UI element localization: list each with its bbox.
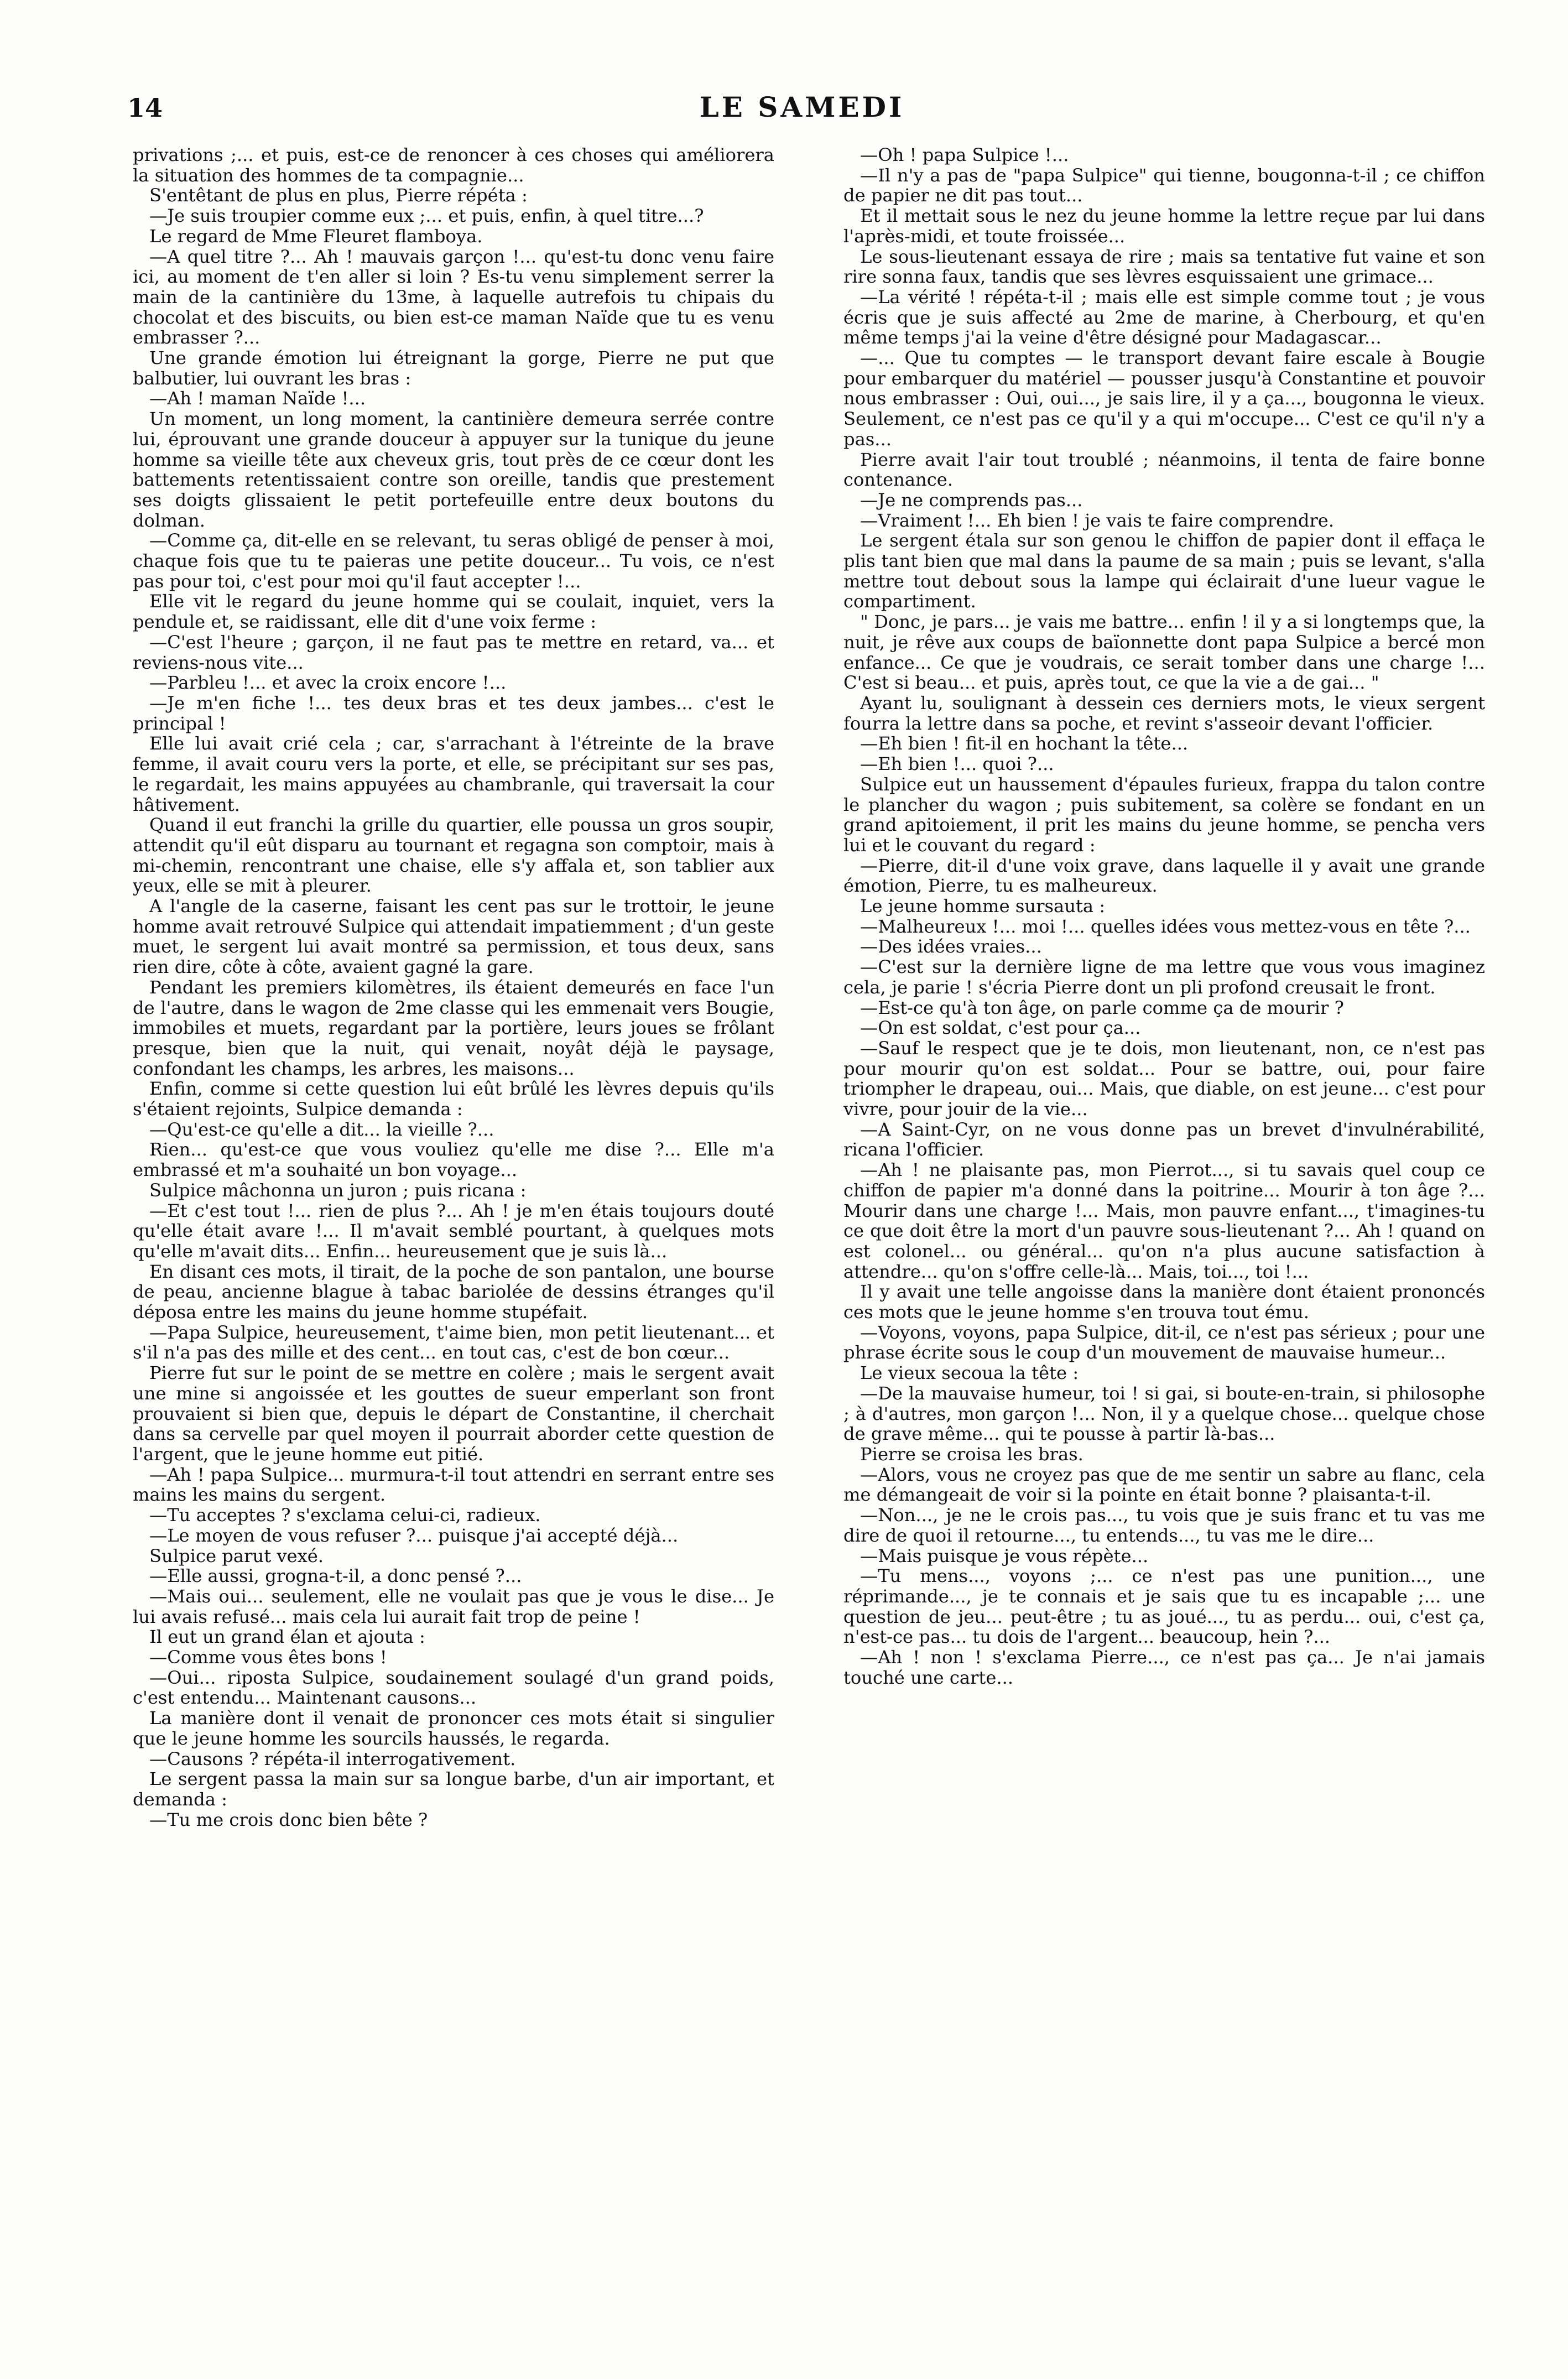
paragraph: —Pierre, dit-il d'une voix grave, dans laquelle il y avait une grande émotion, Pierre, tu es malheureux. xyxy=(843,855,1485,897)
paragraph: —Tu acceptes ? s'exclama celui-ci, radieux. xyxy=(149,1505,541,1526)
paragraph: Le sergent passa la main sur sa longue barbe, d'un air important, et demanda : xyxy=(133,1768,774,1810)
paragraph: —... Que tu comptes — le transport devant faire escale à Bougie pour embarquer du matériel — pousser jusqu'à Constantine et pouvoir nous embrasser : Oui, oui..., je sais lire, il y a ça..., bougonna le vieux. Seulement, ce n'est pas ce qu'il y a qui m'occupe... C'est ce qu'il n'y a pas... xyxy=(843,347,1485,450)
paragraph: Pendant les premiers kilomètres, ils étaient demeurés en face l'un de l'autre, dans le wagon de 2me classe qui les emmenait vers Bougie, immobiles et muets, regardant par la portière, leurs joues se frôlant presque, bien que la nuit, qui venait, noyât déjà le paysage, confondant les champs, les arbres, les maisons... xyxy=(133,976,774,1079)
paragraph: Sulpice parut vexé. xyxy=(149,1545,324,1566)
paragraph: —Causons ? répéta-il interrogativement. xyxy=(149,1748,516,1769)
paragraph: —Ah ! maman Naïde !... xyxy=(149,388,366,409)
paragraph: —Non..., je ne le crois pas..., tu vois que je suis franc et tu vas me dire de quoi il retourne..., tu entends..., tu vas me le dire... xyxy=(843,1505,1485,1546)
paragraph: Il eut un grand élan et ajouta : xyxy=(149,1626,425,1648)
page-number: 14 xyxy=(127,93,163,123)
paragraph: —Des idées vraies... xyxy=(860,936,1042,957)
paragraph: privations ;... et puis, est-ce de renoncer à ces choses qui améliorera la situation des hommes de ta compagnie... xyxy=(133,145,774,186)
paragraph: Quand il eut franchi la grille du quartier, elle poussa un gros soupir, attendit qu'il eût disparu au tournant et regagna son comptoir, mais à mi-chemin, rencontrant une chaise, elle s'y affala et, son tablier aux yeux, elle se mit à pleurer. xyxy=(133,814,774,897)
paragraph: —Qu'est-ce qu'elle a dit... la vieille ?... xyxy=(149,1118,494,1140)
paragraph: Un moment, un long moment, la cantinière demeura serrée contre lui, éprouvant une grande douceur à appuyer sur la tunique du jeune homme sa vieille tête aux cheveux gris, tout près de ce cœur dont les battements retentissaient contre son oreille, tandis que prestement ses doigts glissaient le petit portefeuille entre deux boutons du dolman. xyxy=(133,408,774,531)
paragraph: Le vieux secoua la tête : xyxy=(860,1362,1079,1384)
paragraph: —Je m'en fiche !... tes deux bras et tes deux jambes... c'est le principal ! xyxy=(133,692,774,734)
paragraph: —Ah ! ne plaisante pas, mon Pierrot..., si tu savais quel coup ce chiffon de papier m'a donné dans la poitrine... Mourir à ton âge ?... Mourir dans une charge !... Mais, mon pauvre enfant..., t'imagines-tu ce que doit être la mort d'un pauvre sous-lieutenant ?... Ah ! quand on est colonel... ou général... qu'on n'a plus aucune satisfaction à attendre... qu'on s'offre celle-là... Mais, toi..., toi !... xyxy=(843,1159,1485,1282)
text-column-right xyxy=(843,145,1485,2352)
paragraph: —Malheureux !... moi !... quelles idées vous mettez-vous en tête ?... xyxy=(860,915,1471,937)
paragraph: —Alors, vous ne croyez pas que de me sentir un sabre au flanc, cela me démangeait de voir si la pointe en était bonne ? plaisanta-t-il. xyxy=(843,1464,1485,1506)
paragraph: —Est-ce qu'à ton âge, on parle comme ça de mourir ? xyxy=(860,997,1344,1018)
paragraph: —Mais puisque je vous répète... xyxy=(860,1545,1149,1566)
text-column-left xyxy=(133,145,774,2352)
paragraph: —A Saint-Cyr, on ne vous donne pas un brevet d'invulnérabilité, ricana l'officier. xyxy=(843,1118,1485,1160)
paragraph: —De la mauvaise humeur, toi ! si gai, si boute-en-train, si philosophe ; à d'autres, mon garçon !... Non, il y a quelque chose... quelque chose de grave même... qui te pousse à partir là-bas... xyxy=(843,1382,1485,1445)
paragraph: —Eh bien ! fit-il en hochant la tête... xyxy=(860,733,1189,754)
paragraph: Enfin, comme si cette question lui eût brûlé les lèvres depuis qu'ils s'étaient rejoints, Sulpice demanda : xyxy=(133,1078,774,1120)
paragraph: —Oh ! papa Sulpice !... xyxy=(860,145,1069,165)
paragraph: Sulpice eut un haussement d'épaules furieux, frappa du talon contre le plancher du wagon ; puis subitement, sa colère se fondant en un grand apitoiement, il prit les mains du jeune homme, se pencha vers lui et le couvant du regard : xyxy=(843,773,1485,856)
paragraph: —La vérité ! répéta-t-il ; mais elle est simple comme tout ; je vous écris que je suis affecté au 2me de marine, à Cherbourg, et qu'en même temps j'ai la veine d'être désigné pour Madagascar... xyxy=(843,286,1485,348)
paragraph: —Je ne comprends pas... xyxy=(860,489,1083,511)
paragraph: Elle vit le regard du jeune homme qui se coulait, inquiet, vers la pendule et, se raidissant, elle dit d'une voix ferme : xyxy=(133,591,774,633)
paragraph: —Voyons, voyons, papa Sulpice, dit-il, ce n'est pas sérieux ; pour une phrase écrite sous le coup d'un mouvement de mauvaise humeur... xyxy=(843,1321,1485,1363)
paragraph: S'entêtant de plus en plus, Pierre répéta : xyxy=(149,185,528,206)
paragraph: —Le moyen de vous refuser ?... puisque j'ai accepté déjà... xyxy=(149,1524,679,1546)
paragraph: Et il mettait sous le nez du jeune homme la lettre reçue par lui dans l'après-midi, et toute froissée... xyxy=(843,205,1485,247)
paragraph: Le jeune homme sursauta : xyxy=(860,896,1106,917)
paragraph: Le regard de Mme Fleuret flamboya. xyxy=(149,225,483,247)
paragraph: Pierre se croisa les bras. xyxy=(860,1444,1083,1465)
paragraph: —Je suis troupier comme eux ;... et puis, enfin, à quel titre...? xyxy=(149,205,704,227)
paragraph: —Et c'est tout !... rien de plus ?... Ah ! je m'en étais toujours douté qu'elle était avare !... Il m'avait semblé pourtant, à quelques mots qu'elle m'avait dits... Enfin... heureusement que je suis là... xyxy=(133,1200,774,1262)
paragraph: Le sergent étala sur son genou le chiffon de papier dont il effaça le plis tant bien que mal dans la paume de sa main ; puis se levant, s'alla mettre tout debout sous la lampe qui éclairait d'une lueur vague le compartiment. xyxy=(843,530,1485,612)
paragraph: —Sauf le respect que je te dois, mon lieutenant, non, ce n'est pas pour mourir qu'on est soldat... Pour se battre, oui, pour faire triompher le drapeau, oui... Mais, que diable, on est jeune... c'est pour vivre, pour jouir de la vie... xyxy=(843,1037,1485,1120)
paragraph: —Ah ! non ! s'exclama Pierre..., ce n'est pas ça... Je n'ai jamais touché une carte... xyxy=(843,1647,1485,1688)
paragraph: Pierre fut sur le point de se mettre en colère ; mais le sergent avait une mine si angoissée et les gouttes de sueur emperlant son front prouvaient si bien que, depuis le départ de Constantine, il cherchait dans sa cervelle par quel moyen il pourrait aborder cette question de l'argent, que le jeune homme eut pitié. xyxy=(133,1362,774,1465)
paragraph: Rien... qu'est-ce que vous vouliez qu'elle me dise ?... Elle m'a embrassé et m'a souhaité un bon voyage... xyxy=(133,1139,774,1181)
paragraph: " Donc, je pars... je vais me battre... enfin ! il y a si longtemps que, la nuit, je rêve aux coups de baïonnette dont papa Sulpice a bercé mon enfance... Ce que je voudrais, ce serait tomber dans une charge !... C'est si beau... et puis, après tout, ce que la vie a de gai... " xyxy=(843,611,1485,694)
paragraph: En disant ces mots, il tirait, de la poche de son pantalon, une bourse de peau, ancienne blague à tabac bariolée de dessins étranges qu'il déposa entre les mains du jeune homme stupéfait. xyxy=(133,1261,774,1323)
page-header xyxy=(127,83,1477,133)
paragraph: Sulpice mâchonna un juron ; puis ricana : xyxy=(149,1179,527,1201)
paragraph: —Comme vous êtes bons ! xyxy=(149,1647,387,1668)
paragraph: Une grande émotion lui étreignant la gorge, Pierre ne put que balbutier, lui ouvrant les bras : xyxy=(133,347,774,389)
paragraph: —Ah ! papa Sulpice... murmura-t-il tout attendri en serrant entre ses mains les mains du sergent. xyxy=(133,1464,774,1506)
paragraph: —C'est l'heure ; garçon, il ne faut pas te mettre en retard, va... et reviens-nous vite... xyxy=(133,631,774,673)
paragraph: Il y avait une telle angoisse dans la manière dont étaient prononcés ces mots que le jeune homme s'en trouva tout ému. xyxy=(843,1281,1485,1323)
paragraph: —Comme ça, dit-elle en se relevant, tu seras obligé de penser à moi, chaque fois que tu te paieras une petite douceur... Tu vois, ce n'est pas pour toi, c'est pour moi qu'il faut accepter !... xyxy=(133,530,774,592)
paragraph: Elle lui avait crié cela ; car, s'arrachant à l'étreinte de la brave femme, il avait couru vers la porte, et elle, se précipitant sur ses pas, le regardait, les mains appuyées au chambranle, qui traversait la cour hâtivement. xyxy=(133,733,774,815)
paragraph: —Il n'y a pas de "papa Sulpice" qui tienne, bougonna-t-il ; ce chiffon de papier ne dit pas tout... xyxy=(843,164,1485,206)
journal-title: LE SAMEDI xyxy=(699,91,905,123)
paragraph: —Elle aussi, grogna-t-il, a donc pensé ?... xyxy=(149,1565,522,1587)
paragraph: —Tu me crois donc bien bête ? xyxy=(149,1809,428,1830)
paragraph: —Eh bien !... quoi ?... xyxy=(860,753,1054,775)
paragraph: —Papa Sulpice, heureusement, t'aime bien, mon petit lieutenant... et s'il n'a pas des mille et des cent... en tout cas, c'est de bon cœur... xyxy=(133,1321,774,1363)
paragraph: Ayant lu, soulignant à dessein ces derniers mots, le vieux sergent fourra la lettre dans sa poche, et revint s'asseoir devant l'officier. xyxy=(843,692,1485,734)
paragraph: —Tu mens..., voyons ;... ce n'est pas une punition..., une réprimande..., je te connais et je sais que tu es incapable ;... une question de jeu... peut-être ; tu as joué..., tu as perdu... oui, c'est ça, n'est-ce pas... tu dois de l'argent... beaucoup, hein ?... xyxy=(843,1565,1485,1648)
paragraph: Pierre avait l'air tout troublé ; néanmoins, il tenta de faire bonne contenance. xyxy=(843,449,1485,491)
paragraph: —Vraiment !... Eh bien ! je vais te faire comprendre. xyxy=(860,509,1335,531)
paragraph: —Oui... riposta Sulpice, soudainement soulagé d'un grand poids, c'est entendu... Maintenant causons... xyxy=(133,1667,774,1709)
paragraph: —A quel titre ?... Ah ! mauvais garçon !... qu'est-tu donc venu faire ici, au moment de t'en aller si loin ? Es-tu venu simplement serrer la main de la cantinière du 13me, à laquelle autrefois tu chipais du chocolat et des biscuits, ou bien est-ce maman Naïde que tu es venu embrasser ?... xyxy=(133,246,774,348)
paragraph: —C'est sur la dernière ligne de ma lettre que vous vous imaginez cela, je parie ! s'écria Pierre dont un pli profond creusait le front. xyxy=(843,956,1485,998)
paragraph: —Parbleu !... et avec la croix encore !... xyxy=(149,672,507,694)
paragraph: —Mais oui... seulement, elle ne voulait pas que je vous le dise... Je lui avais refusé... mais cela lui aurait fait trop de peine ! xyxy=(133,1585,774,1627)
paragraph: —On est soldat, c'est pour ça... xyxy=(860,1017,1141,1039)
paragraph: Le sous-lieutenant essaya de rire ; mais sa tentative fut vaine et son rire sonna faux, tandis que ses lèvres esquissaient une grimace... xyxy=(843,246,1485,288)
paragraph: La manière dont il venait de prononcer ces mots était si singulier que le jeune homme les sourcils haussés, le regarda. xyxy=(133,1708,774,1749)
paragraph: A l'angle de la caserne, faisant les cent pas sur le trottoir, le jeune homme avait retrouvé Sulpice qui attendait impatiemment ; d'un geste muet, le sergent lui avait montré sa permission, et tous deux, sans rien dire, côte à côte, avaient gagné la gare. xyxy=(133,896,774,978)
